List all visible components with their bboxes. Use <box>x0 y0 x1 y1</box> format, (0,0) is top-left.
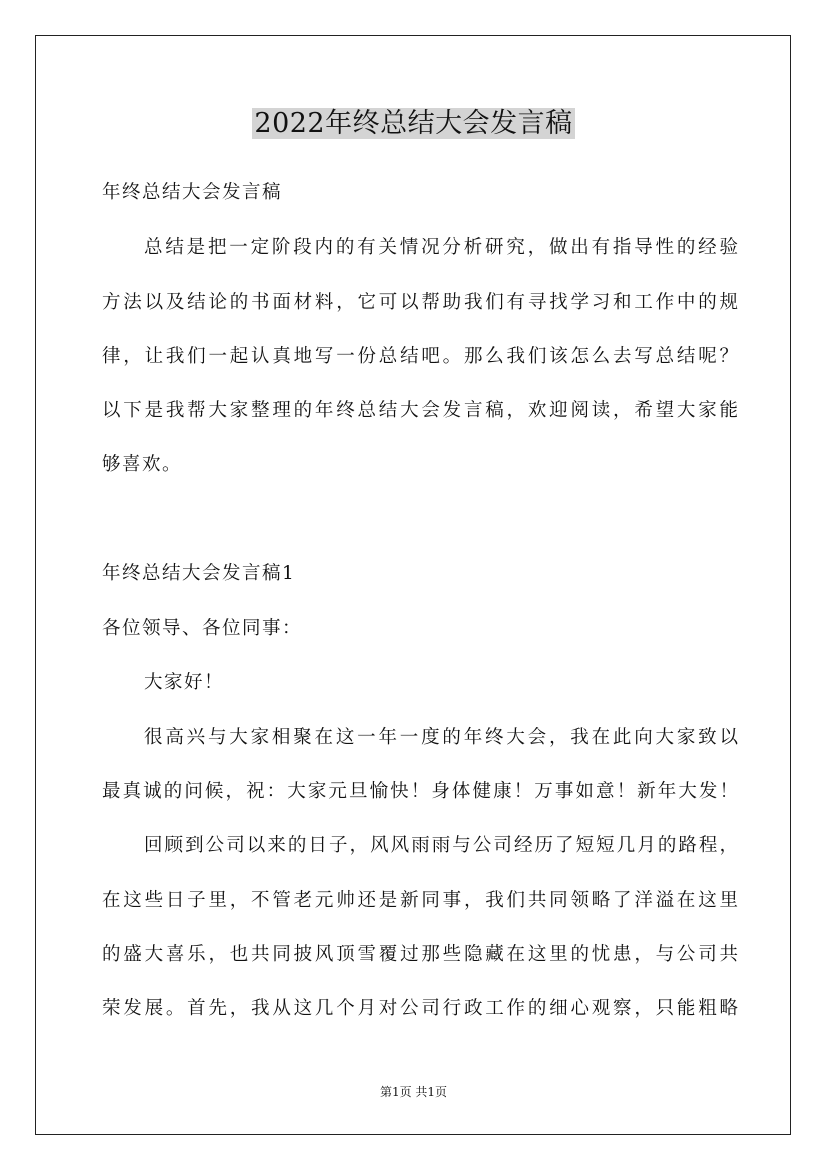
paragraph-line: 总结是把一定阶段内的有关情况分析研究，做出有指导性的经验 <box>144 237 738 258</box>
salutation: 各位领导、各位同事： <box>102 618 303 639</box>
document-title-text: 2022年终总结大会发言稿 <box>254 108 573 139</box>
paragraph-line: 以下是我帮大家整理的年终总结大会发言稿，欢迎阅读，希望大家能 <box>102 400 738 421</box>
page-footer: 第1页 共1页 <box>379 1085 448 1099</box>
paragraph-line: 最真诚的问候，祝：大家元旦愉快！身体健康！万事如意！新年大发！ <box>102 781 738 802</box>
greeting: 大家好！ <box>144 672 225 693</box>
paragraph-line: 律，让我们一起认真地写一份总结吧。那么我们该怎么去写总结呢？ <box>102 346 738 367</box>
section-heading: 年终总结大会发言稿1 <box>102 563 296 584</box>
paragraph-line: 的盛大喜乐，也共同披风顶雪覆过那些隐藏在这里的忧患，与公司共 <box>102 944 738 965</box>
document-title <box>0 104 827 144</box>
paragraph-line: 方法以及结论的书面材料，它可以帮助我们有寻找学习和工作中的规 <box>102 292 738 313</box>
paragraph-line: 回顾到公司以来的日子，风风雨雨与公司经历了短短几月的路程， <box>144 835 738 856</box>
paragraph-line: 荣发展。首先，我从这几个月对公司行政工作的细心观察，只能粗略 <box>102 998 738 1019</box>
intro-heading: 年终总结大会发言稿 <box>102 182 283 203</box>
paragraph-line: 够喜欢。 <box>102 454 183 475</box>
paragraph-line: 很高兴与大家相聚在这一年一度的年终大会，我在此向大家致以 <box>144 727 738 748</box>
paragraph-line: 在这些日子里，不管老元帅还是新同事，我们共同领略了洋溢在这里 <box>102 890 738 911</box>
